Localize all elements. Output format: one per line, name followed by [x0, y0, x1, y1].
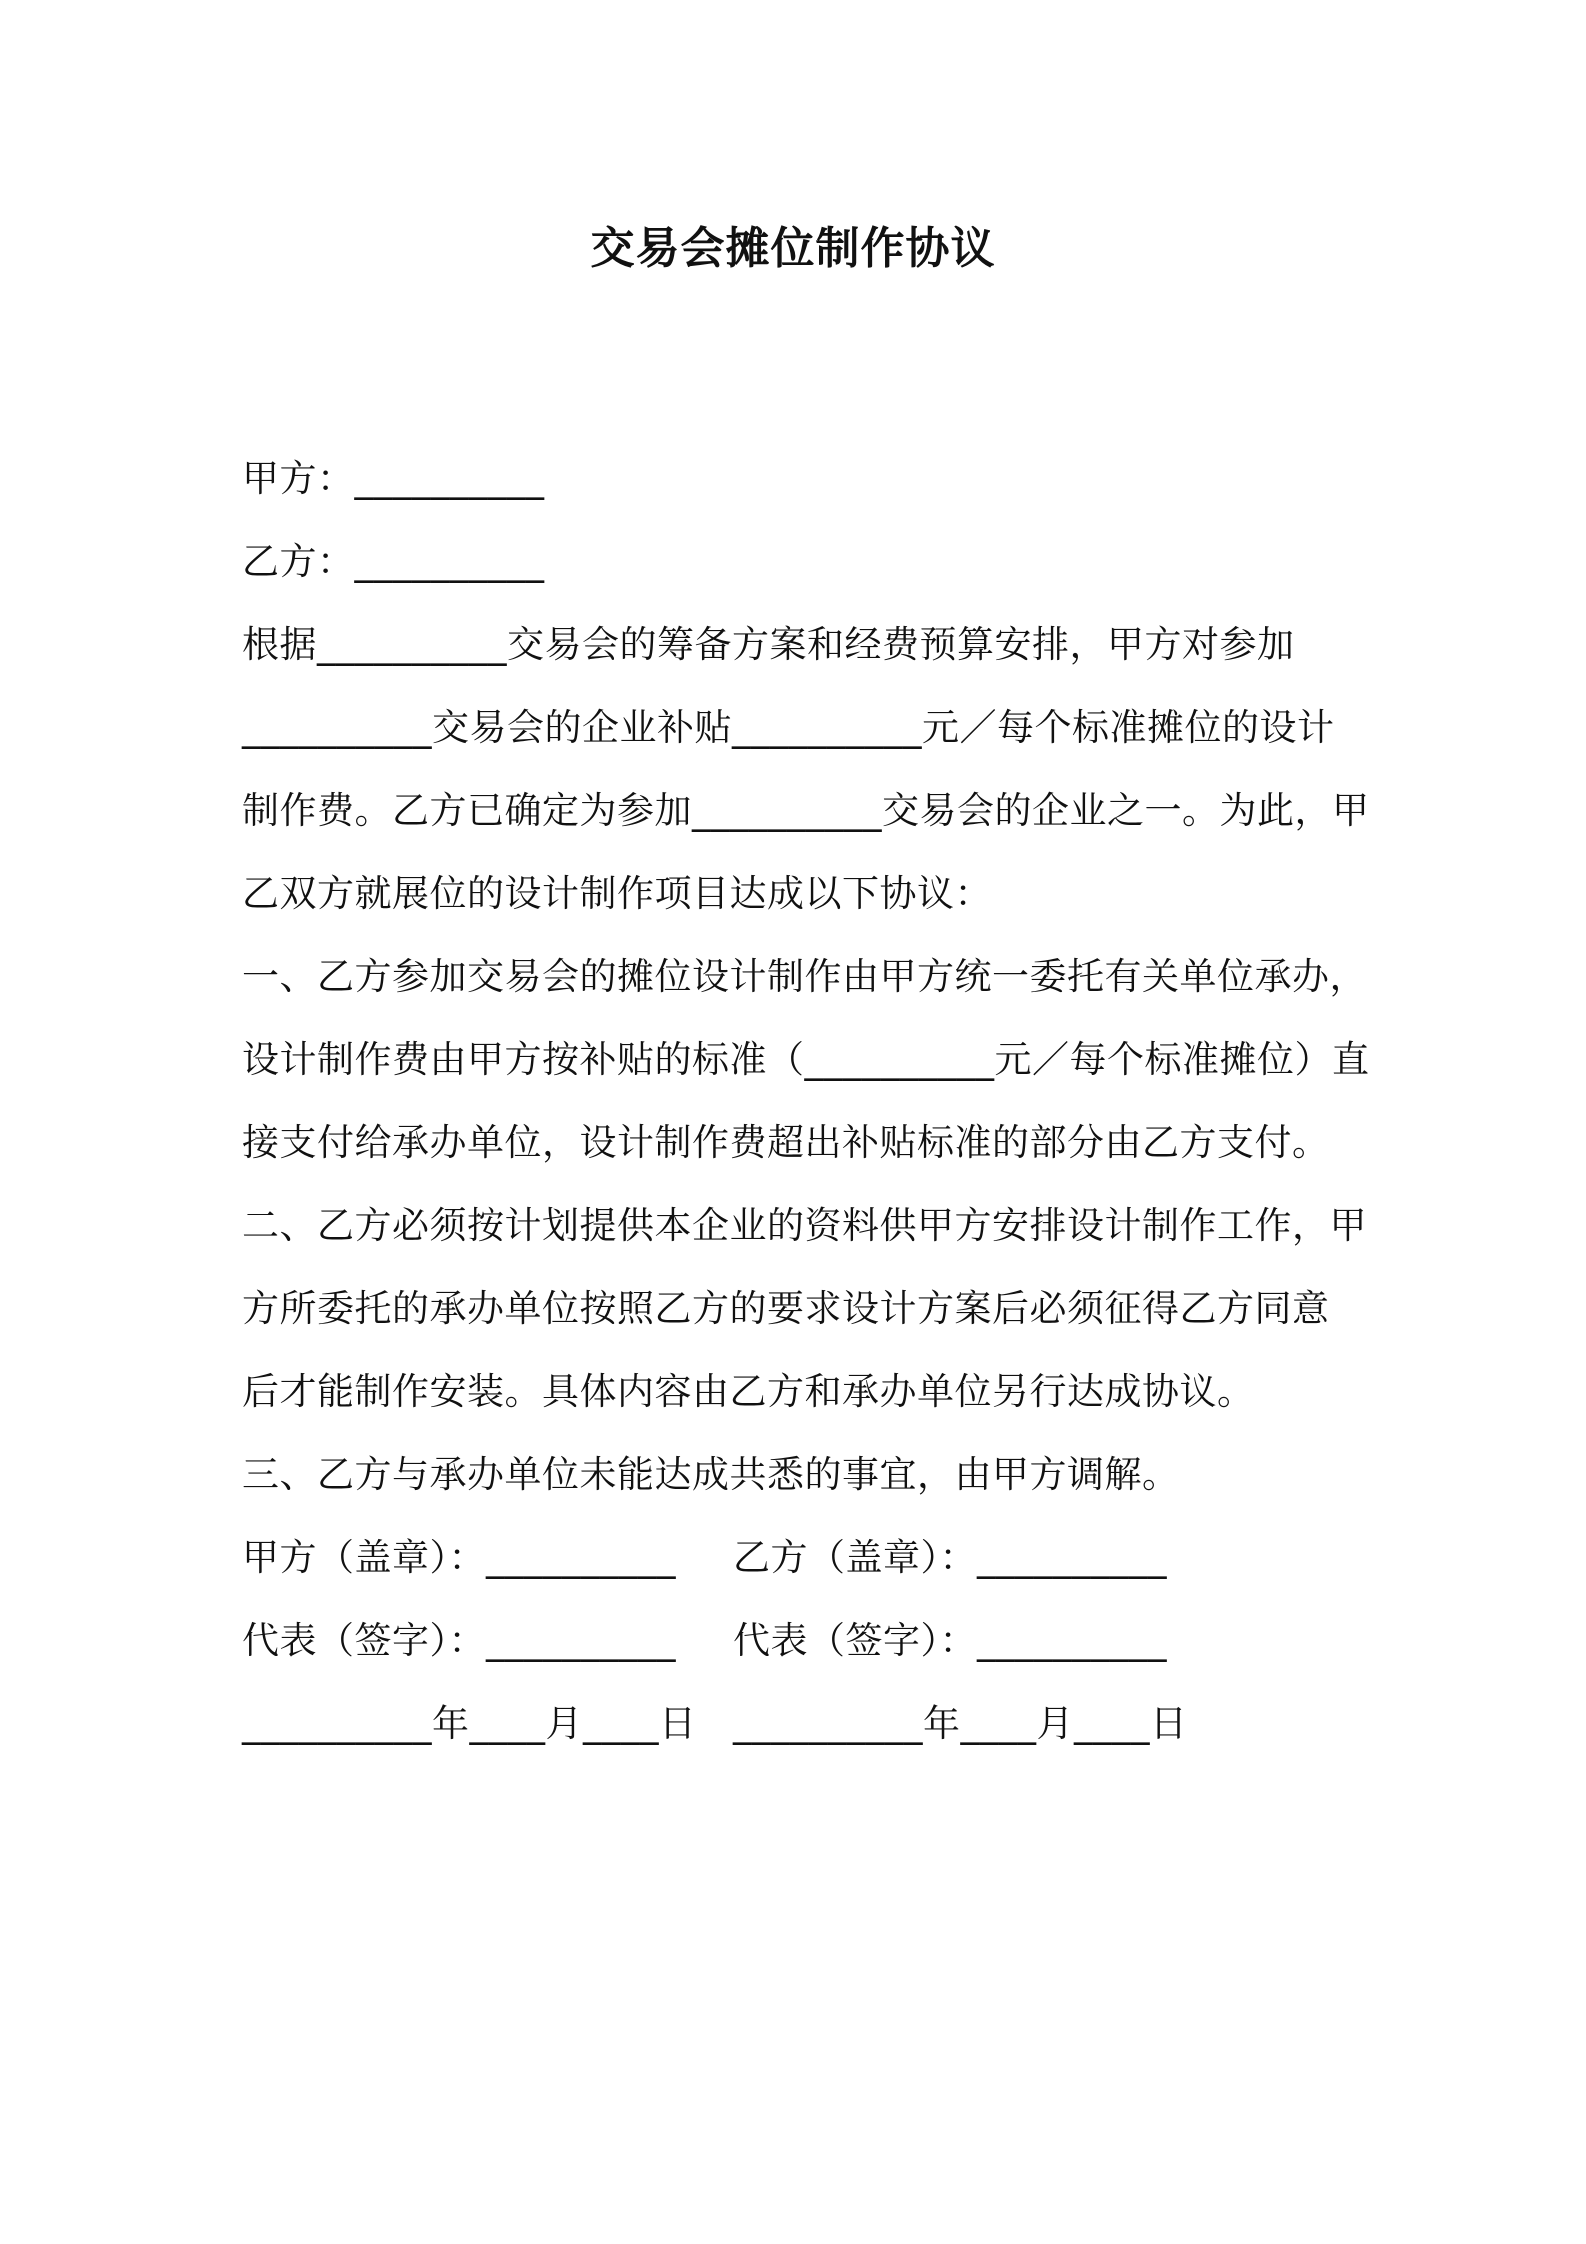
body-line: 乙双方就展位的设计制作项目达成以下协议：	[242, 872, 992, 915]
party-b-seal: 乙方（盖章）：__________	[733, 1536, 1167, 1579]
clause-one-line: 设计制作费由甲方按补贴的标准（__________元／每个标准摊位）直	[242, 1038, 1370, 1081]
clause-three-line: 三、乙方与承办单位未能达成共悉的事宜，由甲方调解。	[242, 1453, 1180, 1496]
clause-two-line: 后才能制作安装。具体内容由乙方和承办单位另行达成协议。	[242, 1370, 1255, 1413]
party-b-line: 乙方：__________	[242, 540, 545, 583]
clause-two-line: 方所委托的承办单位按照乙方的要求设计方案后必须征得乙方同意	[242, 1287, 1330, 1330]
party-a-line: 甲方：__________	[242, 457, 545, 500]
party-b-date: __________年____月____日	[733, 1702, 1188, 1745]
party-a-date: __________年____月____日	[242, 1702, 697, 1745]
body-line: 根据__________交易会的筹备方案和经费预算安排，甲方对参加	[242, 623, 1295, 666]
clause-one-line: 一、乙方参加交易会的摊位设计制作由甲方统一委托有关单位承办，	[242, 955, 1367, 998]
document-title: 交易会摊位制作协议	[590, 223, 996, 274]
clause-one-line: 接支付给承办单位，设计制作费超出补贴标准的部分由乙方支付。	[242, 1121, 1330, 1164]
clause-two-line: 二、乙方必须按计划提供本企业的资料供甲方安排设计制作工作，甲	[242, 1204, 1367, 1247]
party-a-representative: 代表（签字）：__________	[242, 1619, 676, 1662]
body-line: __________交易会的企业补贴__________元／每个标准摊位的设计	[242, 706, 1335, 749]
body-line: 制作费。乙方已确定为参加__________交易会的企业之一。为此，甲	[242, 789, 1370, 832]
party-a-seal: 甲方（盖章）：__________	[242, 1536, 676, 1579]
party-b-representative: 代表（签字）：__________	[733, 1619, 1167, 1662]
